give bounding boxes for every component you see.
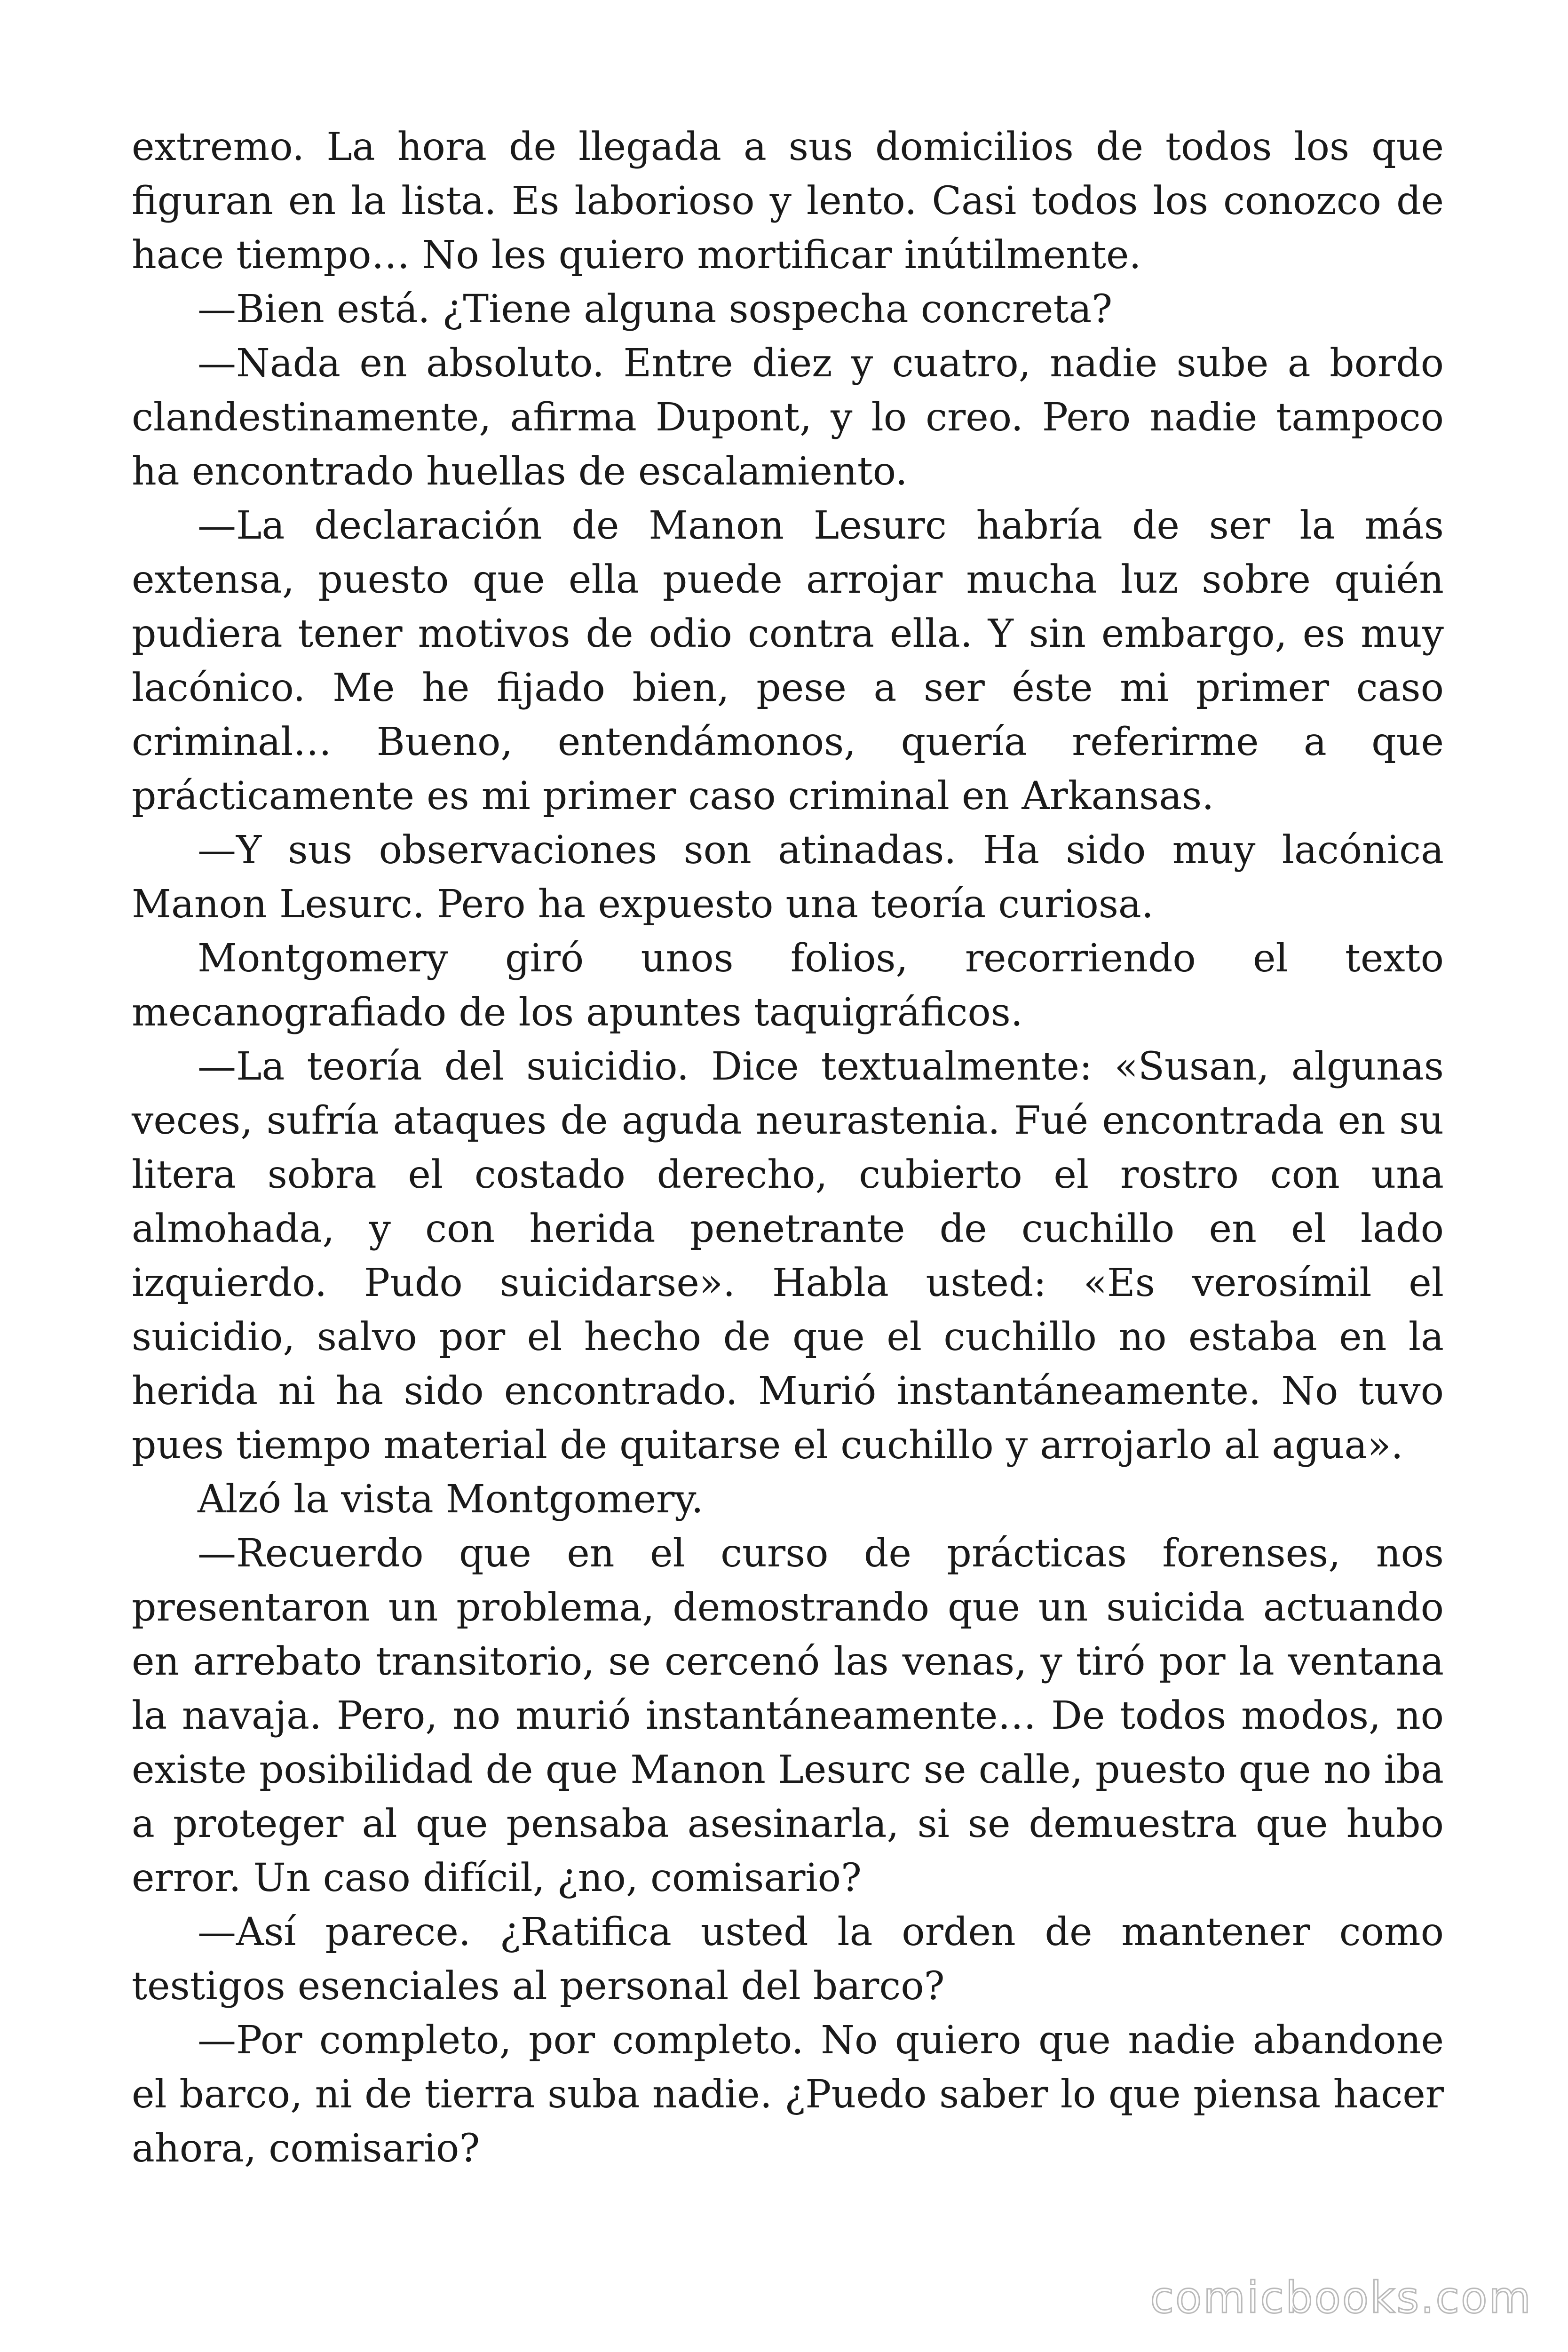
- paragraph: —Nada en absoluto. Entre diez y cuatro, nadie sube a bordo clandestinamente, afirma Dupont, y lo creo. Pero nadie tampoco ha encontrado huellas de escalamiento.: [132, 341, 1444, 494]
- paragraph: Montgomery giró unos folios, recorriendo el texto mecanografiado de los apuntes taquigráficos.: [132, 936, 1444, 1035]
- paragraph: Alzó la vista Montgomery.: [198, 1477, 704, 1522]
- paragraph: —La teoría del suicidio. Dice textualmente: «Susan, algunas veces, sufría ataques de aguda neurastenia. Fué encontrada en su litera sobra el costado derecho, cubierto el rostro con una almohada, y con herida penetrante de cuchillo en el lado izquierdo. Pudo suicidarse». Habla usted: «Es verosímil el suicidio, salvo por el hecho de que el cuchillo no estaba en la herida ni ha sido encontrado. Murió instantáneamente. No tuvo pues tiempo material de quitarse el cuchillo y arrojarlo al agua».: [132, 1044, 1444, 1468]
- paragraph: —Por completo, por completo. No quiero que nadie abandone el barco, ni de tierra suba nadie. ¿Puedo saber lo que piensa hacer ahora, comisario?: [132, 2018, 1444, 2171]
- watermark: comicbooks.com: [1150, 2273, 1532, 2323]
- page-text: [132, 120, 1444, 2176]
- paragraph: —Así parece. ¿Ratifica usted la orden de mantener como testigos esenciales al personal del barco?: [132, 1910, 1444, 2009]
- paragraph: —La declaración de Manon Lesurc habría de ser la más extensa, puesto que ella puede arrojar mucha luz sobre quién pudiera tener motivos de odio contra ella. Y sin embargo, es muy lacónico. Me he fijado bien, pese a ser éste mi primer caso criminal… Bueno, entendámonos, quería referirme a que prácticamente es mi primer caso criminal en Arkansas.: [132, 503, 1444, 818]
- paragraph: —Recuerdo que en el curso de prácticas forenses, nos presentaron un problema, demostrando que un suicida actuando en arrebato transitorio, se cercenó las venas, y tiró por la ventana la navaja. Pero, no murió instantáneamente… De todos modos, no existe posibilidad de que Manon Lesurc se calle, puesto que no iba a proteger al que pensaba asesinarla, si se demuestra que hubo error. Un caso difícil, ¿no, comisario?: [132, 1531, 1444, 1900]
- paragraph: —Y sus observaciones son atinadas. Ha sido muy lacónica Manon Lesurc. Pero ha expuesto una teoría curiosa.: [132, 828, 1444, 927]
- paragraph: extremo. La hora de llegada a sus domicilios de todos los que figuran en la lista. Es laborioso y lento. Casi todos los conozco de hace tiempo… No les quiero mortificar inútilmente.: [132, 125, 1444, 278]
- paragraph: —Bien está. ¿Tiene alguna sospecha concreta?: [198, 287, 1113, 332]
